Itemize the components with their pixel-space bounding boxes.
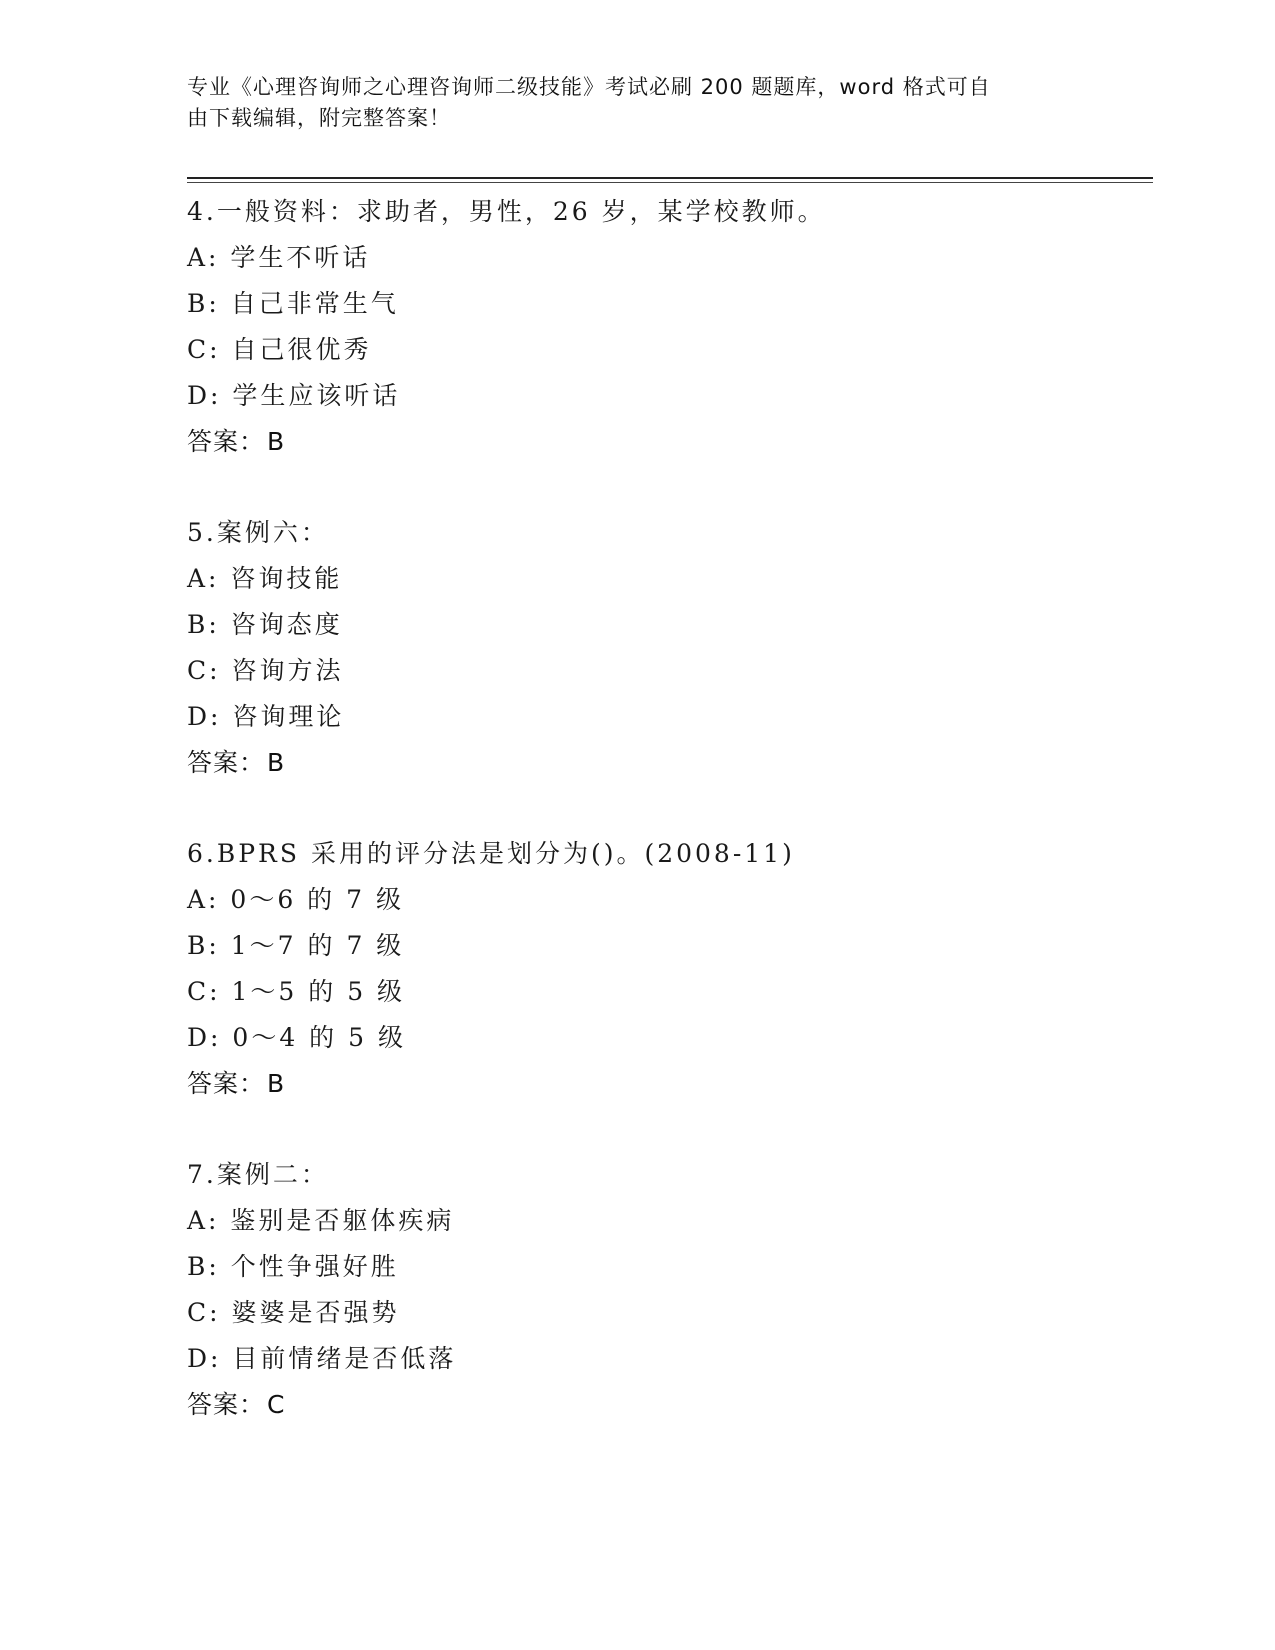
header-divider-thick xyxy=(187,177,1153,179)
option-a: A: 咨询技能 xyxy=(187,564,343,593)
question-stem: 7.案例二： xyxy=(187,1160,329,1189)
option-d: D: 目前情绪是否低落 xyxy=(187,1344,457,1373)
header-line-1: 专业《心理咨询师之心理咨询师二级技能》考试必刷 200 题题库，word 格式可自 xyxy=(187,75,991,99)
option-d: D: 0～4 的 5 级 xyxy=(187,1023,406,1052)
answer-value: B xyxy=(267,748,286,777)
answer-value: C xyxy=(267,1390,286,1419)
option-c: C: 1～5 的 5 级 xyxy=(187,977,406,1006)
option-c: C: 自己很优秀 xyxy=(187,335,372,364)
question-stem: 5.案例六： xyxy=(187,518,329,547)
header-line-2: 由下载编辑，附完整答案！ xyxy=(187,106,451,130)
question-7 xyxy=(187,1152,1147,1428)
option-d: D: 学生应该听话 xyxy=(187,381,401,410)
header-divider-thin xyxy=(187,182,1153,183)
question-6 xyxy=(187,831,1147,1107)
answer-line xyxy=(187,1382,1147,1428)
answer-line xyxy=(187,419,1147,465)
option-a: A: 学生不听话 xyxy=(187,243,371,272)
question-5 xyxy=(187,510,1147,786)
option-b: B: 自己非常生气 xyxy=(187,289,399,318)
option-c: C: 婆婆是否强势 xyxy=(187,1298,400,1327)
question-list xyxy=(187,189,1147,1428)
answer-label: 答案： xyxy=(187,748,266,777)
answer-label: 答案： xyxy=(187,1069,266,1098)
question-stem: 6.BPRS 采用的评分法是划分为()。(2008-11) xyxy=(187,839,795,868)
option-a: A: 鉴别是否躯体疾病 xyxy=(187,1206,455,1235)
answer-value: B xyxy=(267,1069,286,1098)
option-b: B: 1～7 的 7 级 xyxy=(187,931,405,960)
option-c: C: 咨询方法 xyxy=(187,656,344,685)
answer-label: 答案： xyxy=(187,1390,266,1419)
document-header xyxy=(187,72,1067,134)
option-b: B: 个性争强好胜 xyxy=(187,1252,399,1281)
answer-line xyxy=(187,740,1147,786)
answer-label: 答案： xyxy=(187,427,266,456)
option-a: A: 0～6 的 7 级 xyxy=(187,885,404,914)
answer-line xyxy=(187,1061,1147,1107)
option-d: D: 咨询理论 xyxy=(187,702,345,731)
question-4 xyxy=(187,189,1147,465)
option-b: B: 咨询态度 xyxy=(187,610,343,639)
question-stem: 4.一般资料：求助者，男性，26 岁，某学校教师。 xyxy=(187,197,826,226)
answer-value: B xyxy=(267,427,286,456)
